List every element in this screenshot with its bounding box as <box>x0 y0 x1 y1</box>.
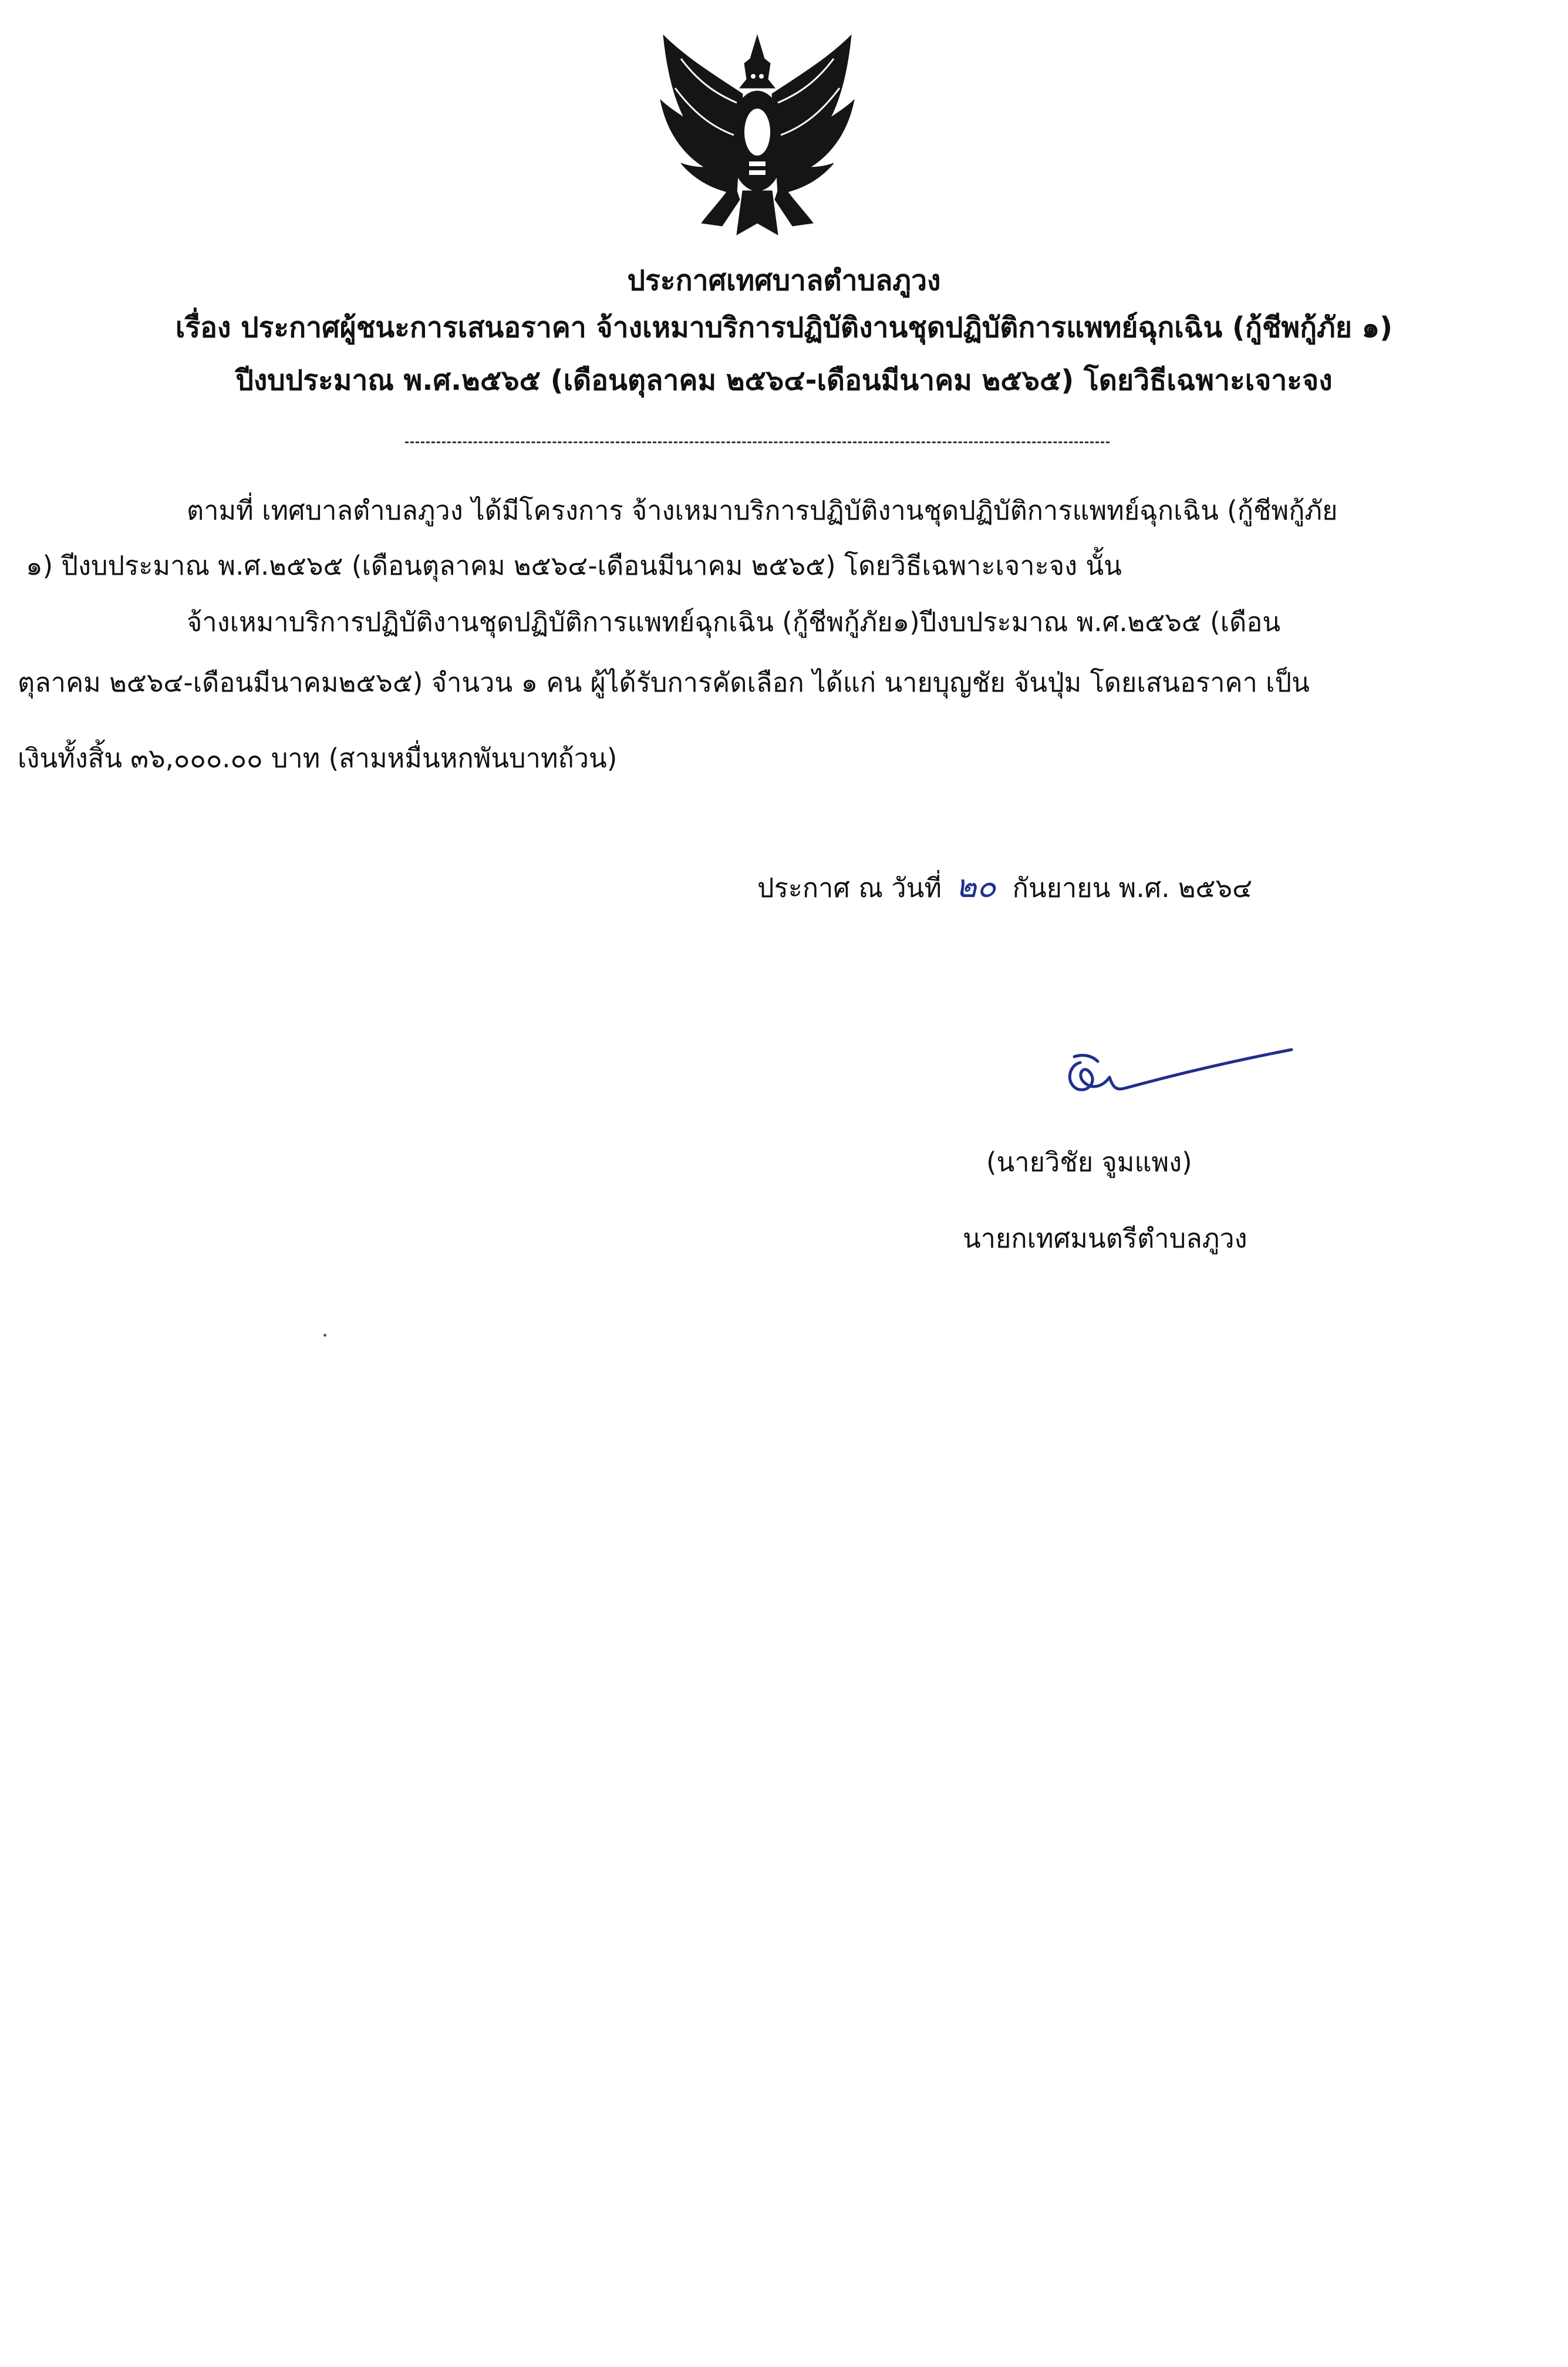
signatory-position: นายกเทศมนตรีตำบลภูวง <box>963 1223 1247 1254</box>
announcement-date <box>757 869 1252 906</box>
paragraph1-line1: ตามที่ เทศบาลตำบลภูวง ได้มีโครงการ จ้างเหมาบริการปฏิบัติงานชุดปฏิบัติการแพทย์ฉุกเฉิน (กู้ชีพกู้ภัย <box>187 495 1338 526</box>
scan-speck <box>323 1334 326 1337</box>
announcement-fiscal-line: ปีงบประมาณ พ.ศ.๒๕๖๕ (เดือนตุลาคม ๒๕๖๔-เดือนมีนาคม ๒๕๖๕) โดยวิธีเฉพาะเจาะจง <box>235 364 1333 397</box>
garuda-emblem <box>640 23 875 247</box>
signatory-name: (นายวิชัย จูมแพง) <box>986 1147 1192 1178</box>
dashed-separator <box>405 441 1110 443</box>
announcement-title: ประกาศเทศบาลตำบลภูวง <box>627 264 941 297</box>
date-prefix: ประกาศ ณ วันที่ <box>757 872 942 903</box>
paragraph2-line1: จ้างเหมาบริการปฏิบัติงานชุดปฏิบัติการแพทย์ฉุกเฉิน (กู้ชีพกู้ภัย๑)ปีงบประมาณ พ.ศ.๒๕๖๕ (เดือน <box>187 606 1281 638</box>
announcement-subject: เรื่อง ประกาศผู้ชนะการเสนอราคา จ้างเหมาบริการปฏิบัติงานชุดปฏิบัติการแพทย์ฉุกเฉิน (กู้ชีพกู้ภัย ๑) <box>175 311 1393 344</box>
paragraph2-line3: เงินทั้งสิ้น ๓๖,๐๐๐.๐๐ บาท (สามหมื่นหกพันบาทถ้วน) <box>18 743 618 774</box>
date-day-handwritten: ๒๐ <box>956 868 996 905</box>
paragraph2-line2: ตุลาคม ๒๕๖๔-เดือนมีนาคม๒๕๖๕) จำนวน ๑ คน ผู้ได้รับการคัดเลือก ได้แก่ นายบุญชัย จันปุ่ม โดยเสนอราคา เป็น <box>18 667 1310 698</box>
paragraph1-line2: ๑) ปีงบประมาณ พ.ศ.๒๕๖๕ (เดือนตุลาคม ๒๕๖๔-เดือนมีนาคม ๒๕๖๕) โดยวิธีเฉพาะเจาะจง นั้น <box>26 550 1122 581</box>
handwritten-signature <box>1057 1039 1303 1104</box>
date-suffix: กันยายน พ.ศ. ๒๕๖๔ <box>1012 872 1253 903</box>
